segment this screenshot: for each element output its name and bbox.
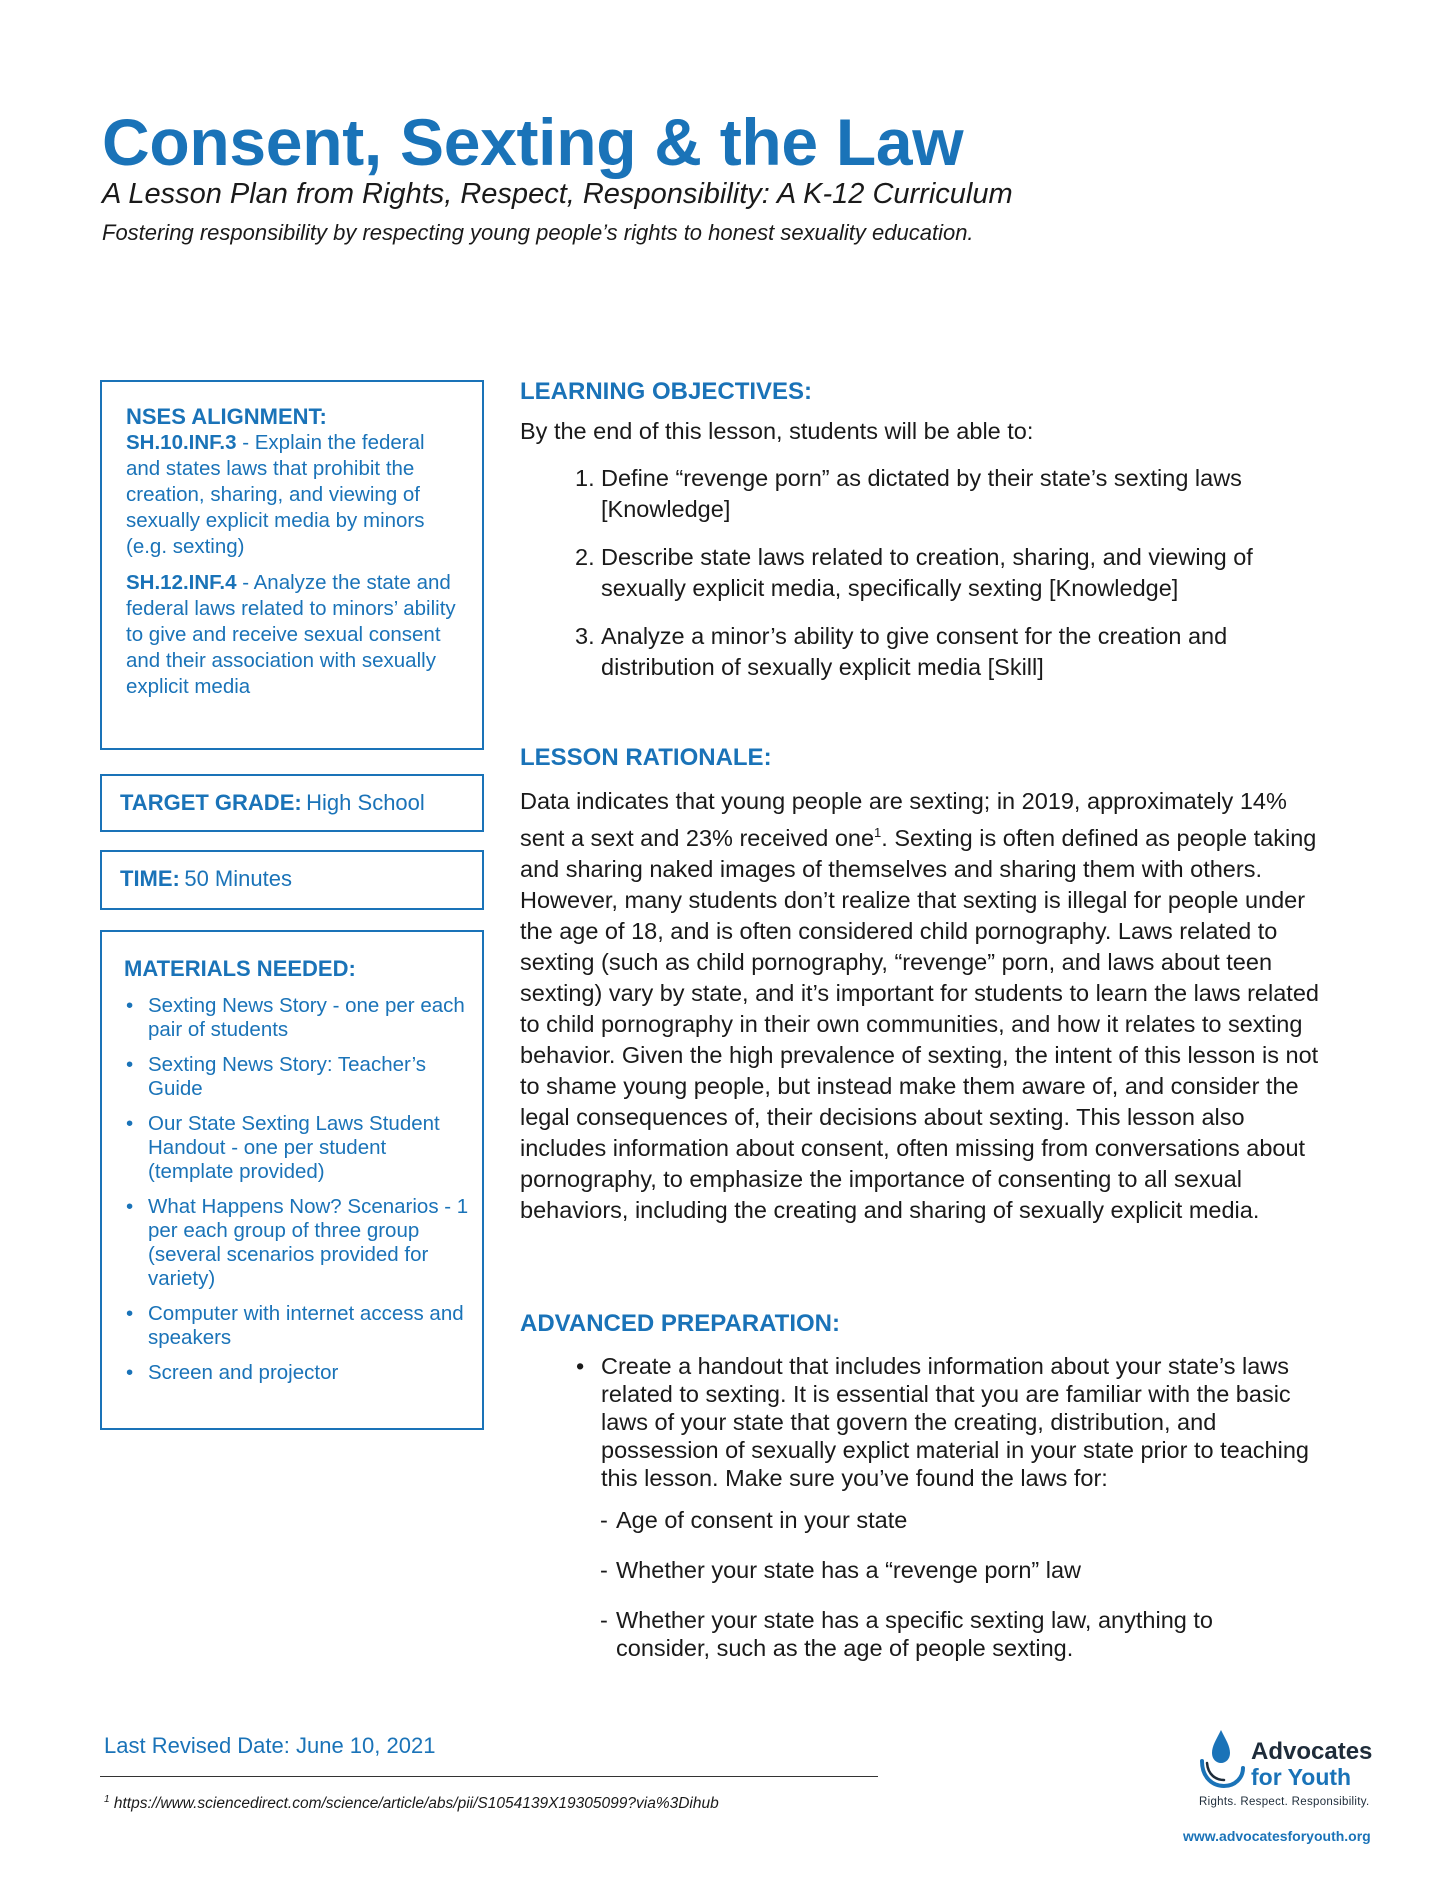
nses-heading: NSES ALIGNMENT: [126, 404, 327, 429]
standard-text: - Analyze the state and federal laws related to minors’ ability to give and receive sexual consent and their association with sexually explicit media [126, 571, 456, 698]
time-value: 50 Minutes [184, 866, 292, 891]
page-subtitle: A Lesson Plan from Rights, Respect, Responsibility: A K-12 Curriculum [102, 178, 1013, 210]
page-tagline: Fostering responsibility by respecting young people’s rights to honest sexuality education. [102, 220, 974, 245]
time-label: TIME: [120, 866, 180, 891]
target-grade-value: High School [306, 790, 425, 815]
water-drop-icon [1195, 1728, 1247, 1790]
objective-item [576, 621, 1340, 683]
website-link[interactable]: www.advocatesforyouth.org [1183, 1828, 1371, 1844]
advanced-preparation-section [520, 1310, 1340, 1684]
target-grade-label: TARGET GRADE: [120, 790, 302, 815]
bullet-dot: • [576, 1353, 585, 1379]
objective-item [576, 542, 1340, 604]
materials-item: • Sexting News Story - one per each pair of students [124, 994, 470, 1042]
preparation-heading: ADVANCED PREPARATION: [520, 1310, 841, 1337]
nses-alignment-box [100, 380, 484, 750]
rationale-heading: LESSON RATIONALE: [520, 744, 772, 771]
materials-item: • Our State Sexting Laws Student Handout - one per student (template provided) [124, 1112, 470, 1184]
objective-number: 3. [575, 623, 595, 649]
footnote-divider [100, 1776, 878, 1777]
logo-text-advocates: Advocates [1251, 1738, 1373, 1765]
footnote-reference: 1 [874, 825, 882, 840]
learning-objectives-section [520, 378, 1340, 700]
materials-item: • Sexting News Story: Teacher’s Guide [124, 1053, 470, 1101]
standard-text: - Explain the federal and states laws that prohibit the creation, sharing, and viewing of sexually explicit media by minors (e.g. sexting) [126, 431, 425, 558]
nses-standard [126, 570, 460, 700]
preparation-subitem [600, 1506, 1310, 1534]
logo-tagline: Rights. Respect. Responsibility. [1199, 1796, 1370, 1808]
logo-text-for-youth: for Youth [1251, 1764, 1352, 1790]
subitem-text: Whether your state has a “revenge porn” law [616, 1557, 1082, 1583]
materials-item: • What Happens Now? Scenarios - 1 per each group of three group (several scenarios provided for variety) [124, 1195, 470, 1291]
target-grade-box [100, 774, 484, 832]
dash-marker: - [600, 1557, 608, 1583]
preparation-bullet [576, 1352, 1336, 1492]
objectives-heading: LEARNING OBJECTIVES: [520, 378, 813, 405]
dash-marker: - [600, 1607, 608, 1633]
materials-box [100, 930, 484, 1430]
preparation-sublist [600, 1506, 1340, 1662]
rationale-text-start: Data indicates that young people are sexting; in 2019, approximately 14% sent a sext and 23% received one [520, 788, 1287, 851]
footnote-number: 1 [104, 1794, 110, 1805]
objective-text: Describe state laws related to creation, sharing, and viewing of sexually explicit media, specifically sexting [Knowledge] [601, 544, 1253, 601]
objectives-intro: By the end of this lesson, students will be able to: [520, 418, 1034, 444]
preparation-subitem [600, 1606, 1310, 1662]
last-revised-date: Last Revised Date: June 10, 2021 [104, 1733, 436, 1758]
standard-code: SH.10.INF.3 [126, 431, 237, 454]
footnote-link[interactable]: https://www.sciencedirect.com/science/article/abs/pii/S1054139X19305099?via%3Dihub [113, 1795, 719, 1813]
objective-text: Analyze a minor’s ability to give consent for the creation and distribution of sexually explicit media [Skill] [601, 623, 1228, 680]
rationale-text-end: . Sexting is often defined as people taking and sharing naked images of themselves and sharing them with others. However, many students don’t realize that sexting is illegal for people under the age of 18, and is often considered child pornography. Laws related to sexting (such as child pornography, “revenge” porn, and laws about teen sexting) vary by state, and it’s important for students to learn the laws related to child pornography in their own communities, and how it relates to sexting behavior. Given the high prevalence of sexting, the intent of this lesson is not to shame young people, but instead make them aware of, and consider the legal consequences of, their decisions about sexting. This lesson also includes information about consent, often missing from conversations about pornography, to emphasize the importance of consenting to all sexual behaviors, including the creating and sharing of sexually explicit media. [520, 824, 1319, 1223]
materials-heading: MATERIALS NEEDED: [124, 956, 356, 981]
objective-item [576, 463, 1340, 525]
standard-code: SH.12.INF.4 [126, 571, 237, 594]
lesson-rationale-section [520, 744, 1340, 1226]
objective-text: Define “revenge porn” as dictated by their state’s sexting laws [Knowledge] [601, 465, 1242, 522]
advocates-for-youth-logo [1195, 1728, 1395, 1818]
subitem-text: Whether your state has a specific sexting law, anything to consider, such as the age of people sexting. [616, 1607, 1213, 1661]
dash-marker: - [600, 1507, 608, 1533]
objective-number: 2. [575, 544, 595, 570]
materials-item: • Screen and projector [124, 1361, 470, 1385]
objectives-list [520, 463, 1340, 683]
nses-standard [126, 430, 460, 560]
materials-item: • Computer with internet access and speakers [124, 1302, 470, 1350]
materials-list [124, 994, 470, 1385]
subitem-text: Age of consent in your state [616, 1507, 908, 1533]
page-title: Consent, Sexting & the Law [102, 105, 964, 179]
time-box [100, 850, 484, 910]
footnote [104, 1794, 719, 1813]
preparation-bullet-text: Create a handout that includes information about your state’s laws related to sexting. It is essential that you are familiar with the basic laws of your state that govern the creating, distribution, and possession of sexually explict material in your state prior to teaching this lesson. Make sure you’ve found the laws for: [601, 1353, 1309, 1491]
objective-number: 1. [575, 465, 595, 491]
rationale-paragraph [520, 786, 1335, 1226]
preparation-subitem [600, 1556, 1310, 1584]
